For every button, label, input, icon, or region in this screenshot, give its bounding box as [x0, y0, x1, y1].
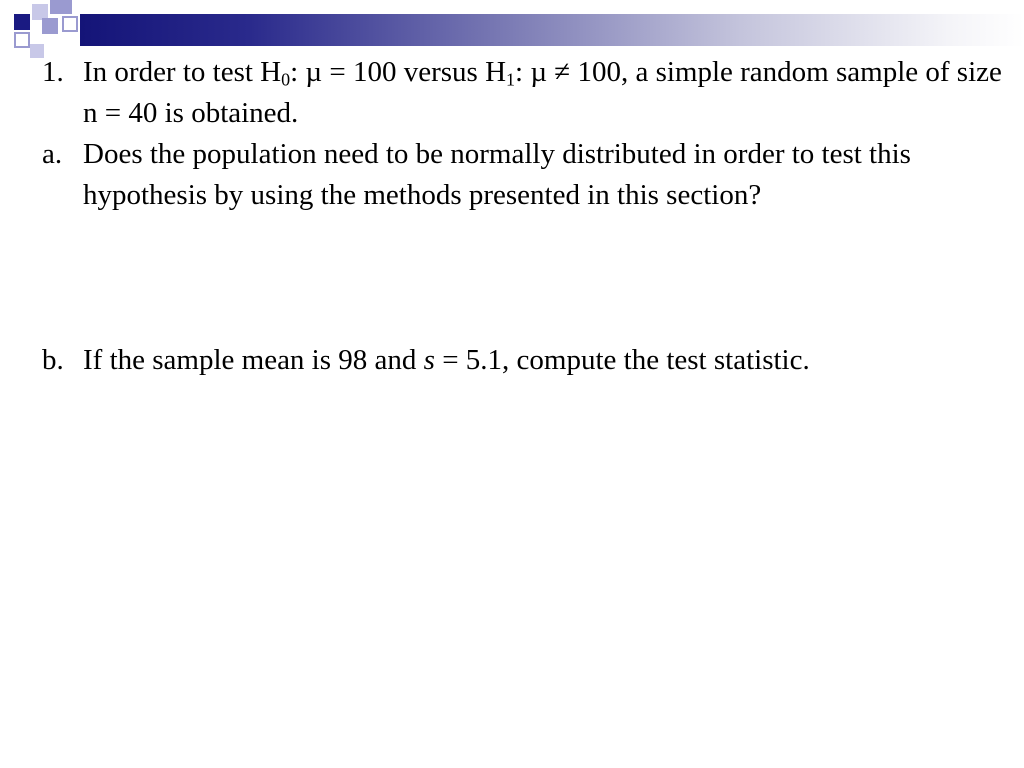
item-text: If the sample mean is 98 and s = 5.1, compute the test statistic. [83, 344, 810, 376]
question-list [42, 52, 1010, 381]
decor-square-mid [42, 18, 58, 34]
decor-square-outline [62, 16, 78, 32]
decor-square-mid [50, 0, 72, 14]
item-marker: b. [42, 344, 64, 376]
decor-square-outline [14, 32, 30, 48]
item-text: In order to test $H_0$: µ = 100 versus $H_1$: µ ≠ 100, a simple random sample of size n = 40 is obtained. [83, 56, 1002, 129]
header-band [80, 14, 1024, 46]
answer-space [42, 216, 1010, 340]
item-text: Does the population need to be normally distributed in order to test this hypothesis by using the methods presented in this section? [83, 138, 911, 211]
item-marker: 1. [42, 56, 64, 88]
list-item-1 [42, 52, 1010, 134]
decor-square-dark [14, 14, 30, 30]
subscript-1: 1 [506, 69, 516, 90]
list-item-b [42, 340, 1010, 381]
subscript-0: 0 [281, 69, 291, 90]
variable-s: s [423, 344, 435, 376]
item-marker: a. [42, 138, 63, 170]
list-item-a [42, 134, 1010, 216]
